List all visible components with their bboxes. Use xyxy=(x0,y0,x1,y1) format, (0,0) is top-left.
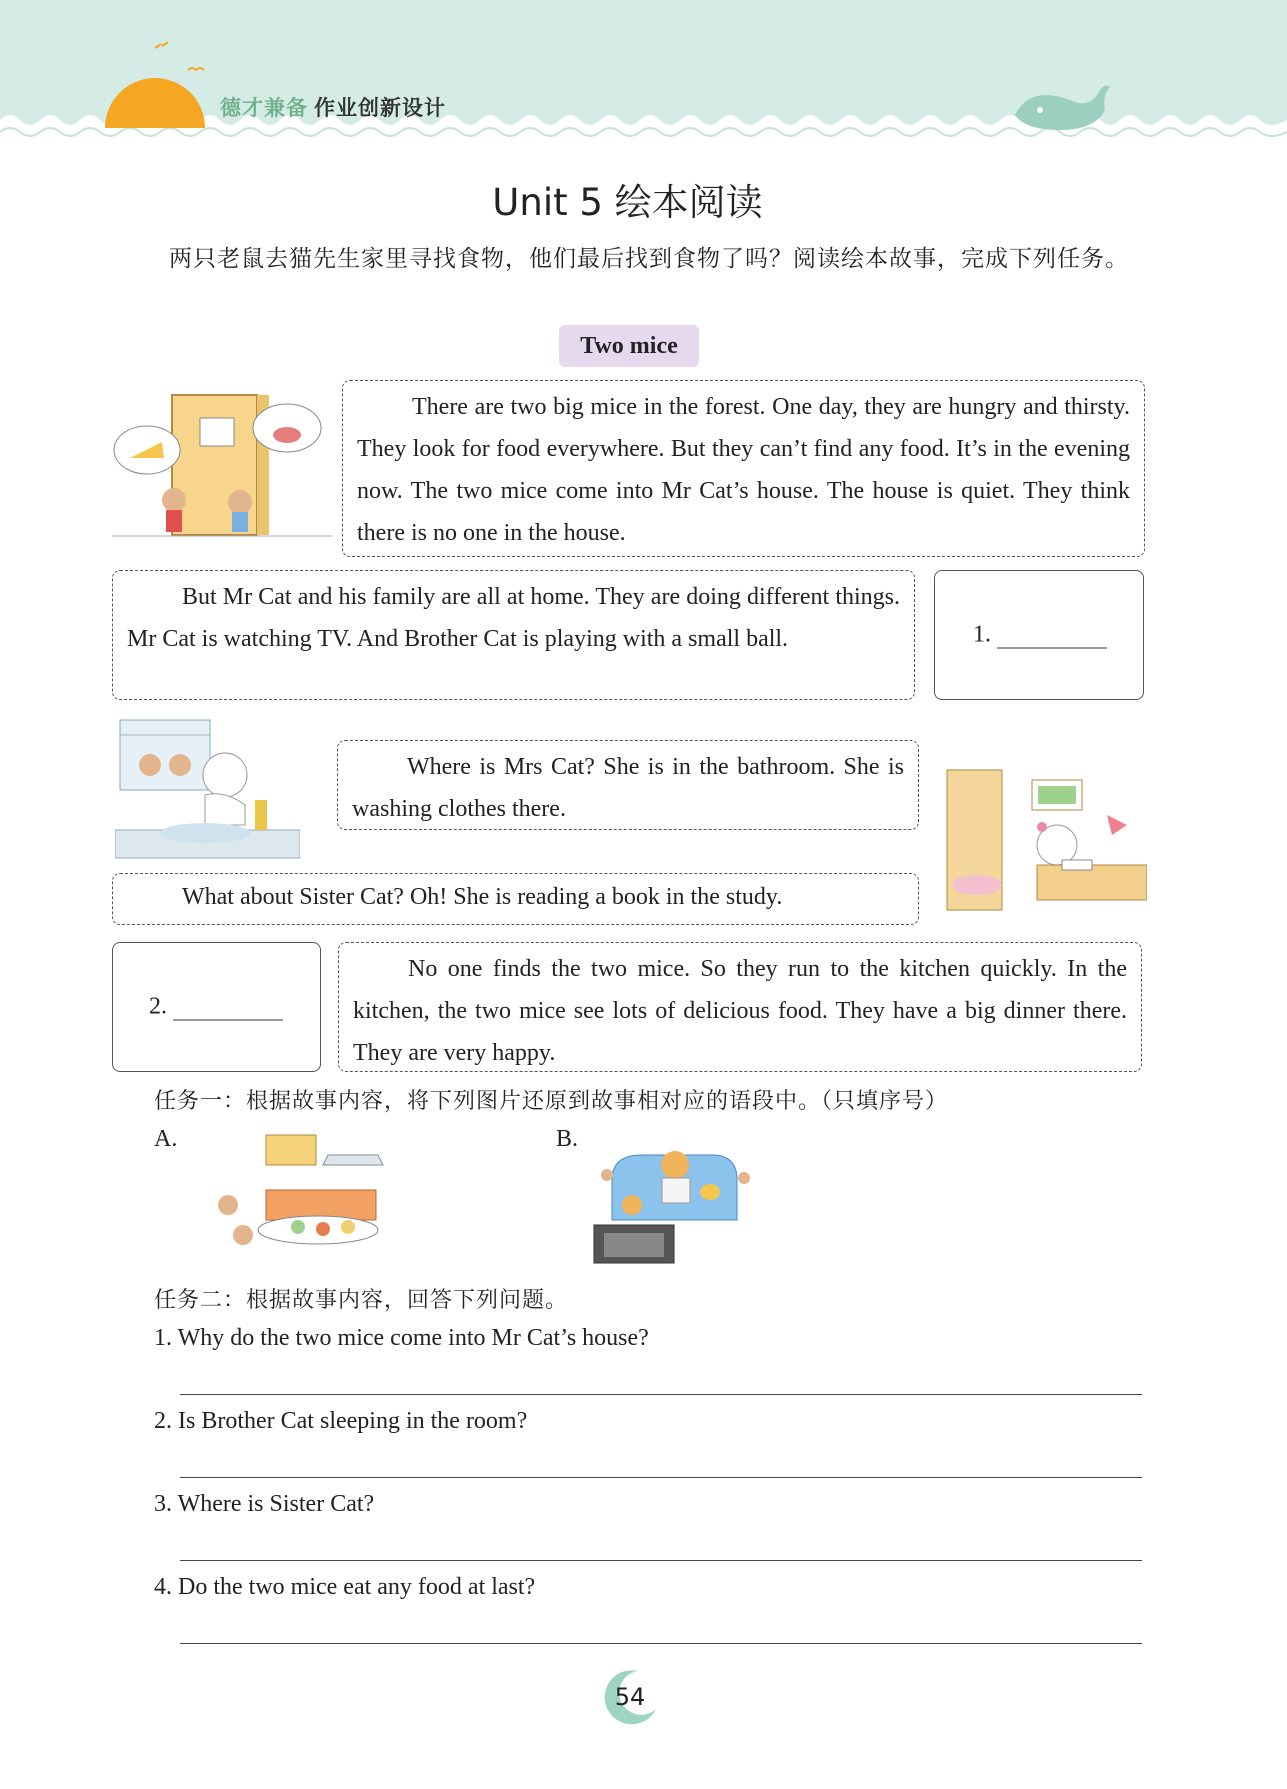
blank-2-number: 2. xyxy=(149,993,167,1020)
answer-box-2-label xyxy=(149,994,283,1021)
blank-1-line[interactable] xyxy=(997,622,1107,649)
living-room-cats-picture xyxy=(592,1130,767,1265)
blank-2-line[interactable] xyxy=(173,994,283,1021)
answer-box-1-label xyxy=(973,622,1107,649)
page-number: 54 xyxy=(614,1683,646,1711)
task-2-heading: 任务二：根据故事内容，回答下列问题。 xyxy=(154,1288,569,1313)
blank-1-number: 1. xyxy=(973,621,991,648)
question-3: 3. Where is Sister Cat? xyxy=(154,1491,375,1517)
question-2: 2. Is Brother Cat sleeping in the room? xyxy=(154,1408,528,1434)
answer-line-1[interactable] xyxy=(180,1394,1142,1395)
paragraph-1-text: There are two big mice in the forest. One day, they are hungry and thirsty. They look for food everywhere. But they can’t find any food. It’s in the evening now. The two mice come into Mr Cat’s house. The house is quiet. They think there is no one in the house. xyxy=(357,394,1130,546)
page-title: Unit 5 绘本阅读 xyxy=(492,181,763,224)
question-1: 1. Why do the two mice come into Mr Cat’s house? xyxy=(154,1325,649,1351)
story-paragraph-4 xyxy=(112,873,919,925)
story-paragraph-3 xyxy=(337,740,919,830)
sister-cat-study-illustration xyxy=(942,765,1147,920)
answer-line-4[interactable] xyxy=(180,1643,1142,1644)
whale-icon xyxy=(1010,75,1115,135)
option-b-label: B. xyxy=(556,1126,579,1152)
task-1-heading: 任务一：根据故事内容，将下列图片还原到故事相对应的语段中。（只填序号） xyxy=(154,1089,949,1114)
brand-green-text: 德才兼备 xyxy=(220,96,308,120)
question-4: 4. Do the two mice eat any food at last? xyxy=(154,1574,536,1600)
story-title: Two mice xyxy=(559,325,699,367)
kitchen-mice-picture xyxy=(188,1130,388,1265)
answer-line-3[interactable] xyxy=(180,1560,1142,1561)
paragraph-5-text: No one finds the two mice. So they run to the kitchen quickly. In the kitchen, the two mice see lots of delicious food. They have a big dinner there. They are very happy. xyxy=(353,956,1127,1066)
intro-text: 两只老鼠去猫先生家里寻找食物，他们最后找到食物了吗？阅读绘本故事，完成下列任务。 xyxy=(169,246,1129,272)
story-paragraph-1 xyxy=(342,380,1145,557)
story-paragraph-2 xyxy=(112,570,915,700)
paragraph-2-text: But Mr Cat and his family are all at home. They are doing different things. Mr Cat is watching TV. And Brother Cat is playing with a small ball. xyxy=(127,584,900,652)
answer-box-2[interactable] xyxy=(112,942,321,1072)
mice-at-door-illustration xyxy=(112,390,332,540)
answer-box-1[interactable] xyxy=(934,570,1144,700)
answer-line-2[interactable] xyxy=(180,1477,1142,1478)
brand-dark-text: 作业创新设计 xyxy=(314,96,446,120)
mrs-cat-bathroom-illustration xyxy=(115,715,300,860)
story-paragraph-5 xyxy=(338,942,1142,1072)
option-a-label: A. xyxy=(154,1126,178,1152)
brand-title xyxy=(220,92,446,122)
paragraph-3-text: Where is Mrs Cat? She is in the bathroom. She is washing clothes there. xyxy=(352,754,904,822)
paragraph-4-text: What about Sister Cat? Oh! She is reading a book in the study. xyxy=(182,884,783,910)
sun-icon xyxy=(100,40,210,130)
